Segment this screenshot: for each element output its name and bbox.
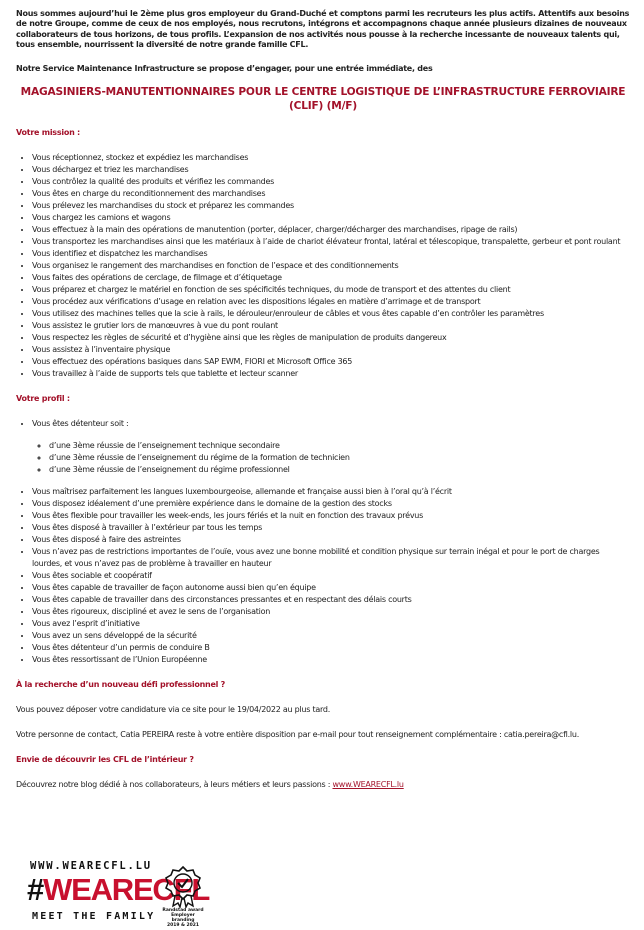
hash-symbol: #: [27, 872, 44, 907]
blog-link[interactable]: www.WEARECFL.lu: [332, 780, 404, 790]
profil-list: [16, 486, 630, 666]
list-item: • Vous avez un sens développé de la sécurité: [32, 630, 630, 642]
list-item: ◦ d’une 3ème réussie de l’enseignement technique secondaire: [49, 440, 630, 452]
list-item: • Vous procédez aux vérifications d’usage en relation avec les dispositions légales en matière d’arrimage et de transport: [32, 296, 630, 308]
list-item: • Vous travaillez à l’aide de supports tels que tablette et lecteur scanner: [32, 368, 630, 380]
diploma-list: [32, 440, 630, 476]
list-item: • Vous assistez à l’inventaire physique: [32, 344, 630, 356]
intro-paragraph: Nous sommes aujourd’hui le 2ème plus gros employeur du Grand-Duché et comptons parmi les recruteurs les plus actifs. Attentifs aux besoins de notre Groupe, comme de ceux de nos employés, nous recrutons, intégrons et accompagnons chaque année plusieurs dizaines de nouveaux collaborateurs de tous horizons, de tous profils. L’expansion de nos activités nous pousse à la recherche incessante de nouveaux talents qui, tous ensemble, nourrissent la diversité de notre grande famille CFL.: [16, 9, 630, 49]
logo-tag-text: WEARECFL: [43, 872, 210, 907]
job-title: MAGASINIERS-MANUTENTIONNAIRES POUR LE CENTRE LOGISTIQUE DE L’INFRASTRUCTURE FERROVIAIRE (CLIF) (M/F): [20, 86, 626, 113]
logo-family: MEET THE FAMILY: [32, 911, 156, 922]
discover-paragraph: [16, 779, 630, 791]
list-item: • Vous identifiez et dispatchez les marchandises: [32, 248, 630, 260]
list-item: • Vous êtes en charge du reconditionnement des marchandises: [32, 188, 630, 200]
wearecfl-logo: [22, 856, 212, 928]
diploma-intro: Vous êtes détenteur soit :: [32, 419, 129, 429]
list-item: • Vous êtes disposé à travailler à l’extérieur par tous les temps: [32, 522, 630, 534]
list-item: • Vous contrôlez la qualité des produits et vérifiez les commandes: [32, 176, 630, 188]
list-item: • Vous effectuez à la main des opérations de manutention (porter, déplacer, charger/décharger des marchandises, ripage de rails): [32, 224, 630, 236]
award-line-2: Employer branding: [171, 913, 195, 923]
list-item: • Vous utilisez des machines telles que la scie à rails, le dérouleur/enrouleur de câbles et vous êtes capable d’en contrôler les paramètres: [32, 308, 630, 320]
service-line: Notre Service Maintenance Infrastructure se propose d’engager, pour une entrée immédiate, des: [16, 64, 433, 74]
award-badge: [160, 864, 206, 928]
list-item: ◦ d’une 3ème réussie de l’enseignement du régime de la formation de technicien: [49, 452, 630, 464]
list-item: • Vous êtes détenteur d’un permis de conduire B: [32, 642, 630, 654]
list-item: • Vous êtes flexible pour travailler les week-ends, les jours fériés et la nuit en fonction des travaux prévus: [32, 510, 630, 522]
challenge-heading: À la recherche d’un nouveau défi professionnel ?: [16, 680, 226, 690]
list-item: • Vous réceptionnez, stockez et expédiez les marchandises: [32, 152, 630, 164]
list-item: • Vous êtes disposé à faire des astreintes: [32, 534, 630, 546]
list-item: • Vous respectez les règles de sécurité et d’hygiène ainsi que les règles de manipulation de produits dangereux: [32, 332, 630, 344]
list-item: • Vous n’avez pas de restrictions importantes de l’ouïe, vous avez une bonne mobilité et condition physique sur terrain inégal et pour le port de charges lourdes, et vous n’avez pas de problème à travailler en hauteur: [32, 546, 630, 570]
list-item: ◦ d’une 3ème réussie de l’enseignement du régime professionnel: [49, 464, 630, 476]
list-item: • Vous effectuez des opérations basiques dans SAP EWM, FIORI et Microsoft Office 365: [32, 356, 630, 368]
profil-heading: Votre profil :: [16, 394, 70, 404]
list-item: • Vous êtes capable de travailler dans des circonstances pressantes et en respectant des délais courts: [32, 594, 630, 606]
discover-text: Découvrez notre blog dédié à nos collaborateurs, à leurs métiers et leurs passions :: [16, 780, 333, 790]
award-line-1: Randstad award: [162, 908, 204, 913]
list-item: • Vous avez l’esprit d’initiative: [32, 618, 630, 630]
discover-heading: Envie de découvrir les CFL de l’intérieur ?: [16, 755, 194, 765]
list-item: • Vous préparez et chargez le matériel en fonction de ses spécificités techniques, du mode de transport et des attentes du client: [32, 284, 630, 296]
list-item: • Vous maîtrisez parfaitement les langues luxembourgeoise, allemande et française aussi bien à l’oral qu’à l’écrit: [32, 486, 630, 498]
list-item: • Vous transportez les marchandises ainsi que les matériaux à l’aide de chariot élévateur frontal, latéral et télescopique, transpalette, gerbeur et pont roulant: [32, 236, 630, 248]
list-item: • Vous organisez le rangement des marchandises en fonction de l’espace et des conditionnements: [32, 260, 630, 272]
contact-text: Votre personne de contact, Catia PEREIRA reste à votre entière disposition par e-mail pour tout renseignement complémentaire : catia.pereira@cfl.lu.: [16, 730, 579, 740]
award-text: [160, 908, 206, 928]
list-item: • Vous prélevez les marchandises du stock et préparez les commandes: [32, 200, 630, 212]
list-item: • Vous faites des opérations de cerclage, de filmage et d’étiquetage: [32, 272, 630, 284]
award-line-3: 2019 & 2021: [166, 923, 200, 928]
list-item: • Vous assistez le grutier lors de manœuvres à vue du pont roulant: [32, 320, 630, 332]
deadline-text: Vous pouvez déposer votre candidature via ce site pour le 19/04/2022 au plus tard.: [16, 705, 331, 715]
mission-list: [16, 152, 630, 380]
logo-url: WWW.WEARECFL.LU: [30, 860, 152, 872]
profil-diploma-list: [16, 418, 630, 476]
list-item: • Vous êtes ressortissant de l’Union Européenne: [32, 654, 630, 666]
list-item: • Vous êtes rigoureux, discipliné et avez le sens de l’organisation: [32, 606, 630, 618]
list-item: • Vous êtes sociable et coopératif: [32, 570, 630, 582]
list-item: [32, 418, 630, 476]
award-seal-icon: [160, 864, 206, 908]
list-item: • Vous êtes capable de travailler de façon autonome aussi bien qu’en équipe: [32, 582, 630, 594]
list-item: • Vous disposez idéalement d’une première expérience dans le domaine de la gestion des stocks: [32, 498, 630, 510]
list-item: • Vous chargez les camions et wagons: [32, 212, 630, 224]
mission-heading: Votre mission :: [16, 128, 80, 138]
list-item: • Vous déchargez et triez les marchandises: [32, 164, 630, 176]
